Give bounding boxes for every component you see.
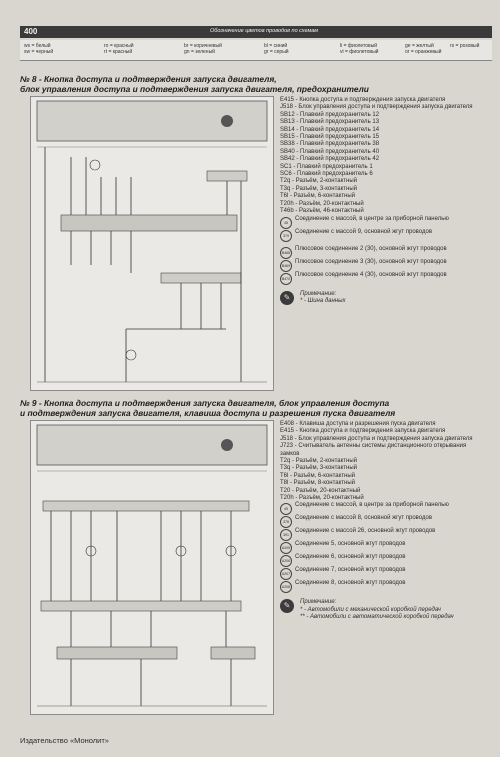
ground-item (280, 580, 480, 593)
component-item: E415 - Кнопка доступа и подтверждения запуска двигателя (280, 428, 446, 435)
ground-text: Соединение 7, основной жгут проводов (295, 567, 406, 574)
fuse-box-emblem (221, 115, 233, 127)
publisher-footer: Издательство «Монолит» (20, 736, 109, 745)
component-item: T6l - Разъём, 6-контактный (280, 193, 356, 200)
component-item: E415 - Кнопка доступа и подтверждения запуска двигателя (280, 97, 446, 103)
component-item: SB42 - Плавкий предохранитель 42 (280, 156, 380, 163)
component-item: SB14 - Плавкий предохранитель 14 (280, 126, 380, 133)
component-item: SB13 - Плавкий предохранитель 13 (280, 119, 380, 126)
fuse-strip (61, 215, 237, 231)
connector-circle (90, 160, 100, 170)
page-header (20, 26, 492, 38)
legend-a: rs = розовый (450, 43, 480, 49)
ground-item (280, 515, 480, 528)
note-pin-icon: ✎ (280, 599, 294, 613)
note-title: Примечание: (300, 599, 337, 606)
component-item: T20 - Разъём, 20-контактный (280, 487, 361, 494)
wiring-diagram-8-svg (31, 97, 273, 390)
ground-text: Соединение с массой, в центре за приборной панелью (295, 502, 449, 509)
plus-text: Плюсовое соединение 3 (30), основной жгут проводов (295, 258, 447, 265)
component-item: SB38 - Плавкий предохранитель 38 (280, 141, 380, 148)
legend-a: br = коричневый (184, 43, 222, 49)
component-item: E408 - Клавиша доступа и разрешения пуска двигателя (280, 421, 436, 427)
ground-text: Соединение с массой 8, основной жгут проводов (295, 515, 433, 522)
section8-title-line1: № 8 - Кнопка доступа и подтверждения запуска двигателя, (20, 74, 277, 84)
j723-connector (41, 601, 241, 611)
ground-symbol: 391 (280, 529, 292, 541)
section9-legend (280, 421, 480, 622)
legend-a: li = фиолетовый (340, 43, 378, 49)
legend-b: gr = серый (264, 49, 289, 55)
component-item: SB40 - Плавкий предохранитель 40 (280, 148, 380, 155)
plus-symbol: B469 (280, 260, 292, 272)
wire-color-legend (20, 40, 492, 61)
note-line: ** - Автомобили с автоматической коробкой передач (300, 614, 454, 621)
page-number: 400 (24, 27, 38, 36)
legend-b: rt = красный (104, 49, 133, 55)
component-item: T6l - Разъём, 6-контактный (280, 472, 356, 479)
ground-item (280, 567, 480, 580)
e415-connector (207, 171, 247, 181)
ground-symbol: A205 (280, 542, 292, 554)
plus-text: Плюсовое соединение 2 (30), основной жгут проводов (295, 245, 447, 252)
legend-a: ge = желтый (405, 43, 434, 49)
plus-item (280, 246, 480, 259)
ground-text: Соединение с массой 26, основной жгут проводов (295, 528, 436, 535)
legend-a: ro = красный (104, 43, 134, 49)
component-item: T20h - Разъём, 20-контактный (280, 200, 364, 207)
j518-connector (43, 501, 249, 511)
legend-a: ws = белый (24, 43, 51, 49)
section9-title-line1: № 9 - Кнопка доступа и подтверждения запуска двигателя, блок управления доступа (20, 398, 390, 408)
ground-symbol: 45 (280, 217, 292, 229)
ground-item (280, 541, 480, 554)
connector-circle (126, 350, 136, 360)
component-item: T2q - Разъём, 2-контактный (280, 458, 358, 465)
note-title: Примечание: (300, 290, 337, 297)
note-line: * - Автомобили с механической коробкой передач (300, 606, 441, 613)
section8-note (280, 291, 480, 306)
section8-legend (280, 97, 480, 305)
legend-b: gn = зеленый (184, 49, 215, 55)
wiring-diagram-9-svg (31, 421, 273, 714)
component-item: T20h - Разъём, 20-контактный (280, 495, 364, 502)
component-item: T3q - Разъём, 3-контактный (280, 465, 358, 472)
component-item: T3q - Разъём, 3-контактный (280, 185, 358, 192)
ground-text: Соединение с массой 9, основной жгут проводов (295, 228, 433, 235)
section9-note (280, 599, 480, 621)
ground-symbol: A207 (280, 568, 292, 580)
ground-text: Соединение 5, основной жгут проводов (295, 541, 406, 548)
component-item: T46b - Разъём, 46-контактный (280, 208, 364, 215)
section9-title (20, 398, 490, 418)
section8-title (20, 74, 490, 94)
legend-b: sw = черный (24, 49, 54, 55)
legend-a: bl = синий (264, 43, 288, 49)
component-item: SB15 - Плавкий предохранитель 15 (280, 134, 380, 141)
component-item: SB12 - Плавкий предохранитель 12 (280, 111, 380, 118)
ground-symbol: A206 (280, 555, 292, 567)
ground-item (280, 502, 480, 515)
ground-text: Соединение 8, основной жгут проводов (295, 580, 406, 587)
component-item: T8l - Разъём, 8-контактный (280, 480, 356, 487)
plus-symbol: B468 (280, 247, 292, 259)
wiring-diagram-8 (30, 96, 274, 391)
component-item: SC6 - Плавкий предохранитель 6 (280, 171, 373, 178)
ground-item (280, 528, 480, 541)
ground-symbol: A208 (280, 581, 292, 593)
component-item: J723 - Считыватель антенны системы дистанционного открывания замков (280, 443, 467, 457)
plus-symbol: B470 (280, 273, 292, 285)
component-item: SC1 - Плавкий предохранитель 1 (280, 163, 373, 170)
fuse-box-emblem (221, 439, 233, 451)
plus-item (280, 272, 480, 285)
component-item: T2q - Разъём, 2-контактный (280, 178, 358, 185)
j518-connector (161, 273, 241, 283)
e415-block (211, 647, 255, 659)
ground-text: Соединение 6, основной жгут проводов (295, 554, 406, 561)
ground-symbol: 379 (280, 230, 292, 242)
ground-item (280, 554, 480, 567)
header-title: Обозначение цветов проводов по схемам (210, 28, 319, 34)
ground-item (280, 216, 480, 229)
legend-b: vi = фиолетовый (340, 49, 379, 55)
wiring-diagram-9 (30, 420, 274, 715)
section8-title-line2: блок управления доступа и подтверждения запуска двигателя, предохранители (20, 84, 369, 94)
component-item: J518 - Блок управления доступа и подтверждения запуска двигателя (280, 104, 473, 111)
note-line: * - Шина данных (300, 297, 346, 304)
e408-block (57, 647, 177, 659)
ground-item (280, 229, 480, 242)
section9-title-line2: и подтверждения запуска двигателя, клавиша доступа и разрешения пуска двигателя (20, 408, 396, 418)
ground-symbol: 378 (280, 516, 292, 528)
ground-symbol: 45 (280, 503, 292, 515)
legend-b: or = оранжевый (405, 49, 442, 55)
plus-item (280, 259, 480, 272)
component-item: J518 - Блок управления доступа и подтверждения запуска двигателя (280, 435, 473, 442)
note-pin-icon: ✎ (280, 291, 294, 305)
ground-text: Соединение с массой, в центре за приборной панелью (295, 215, 449, 222)
plus-text: Плюсовое соединение 4 (30), основной жгут проводов (295, 271, 447, 278)
